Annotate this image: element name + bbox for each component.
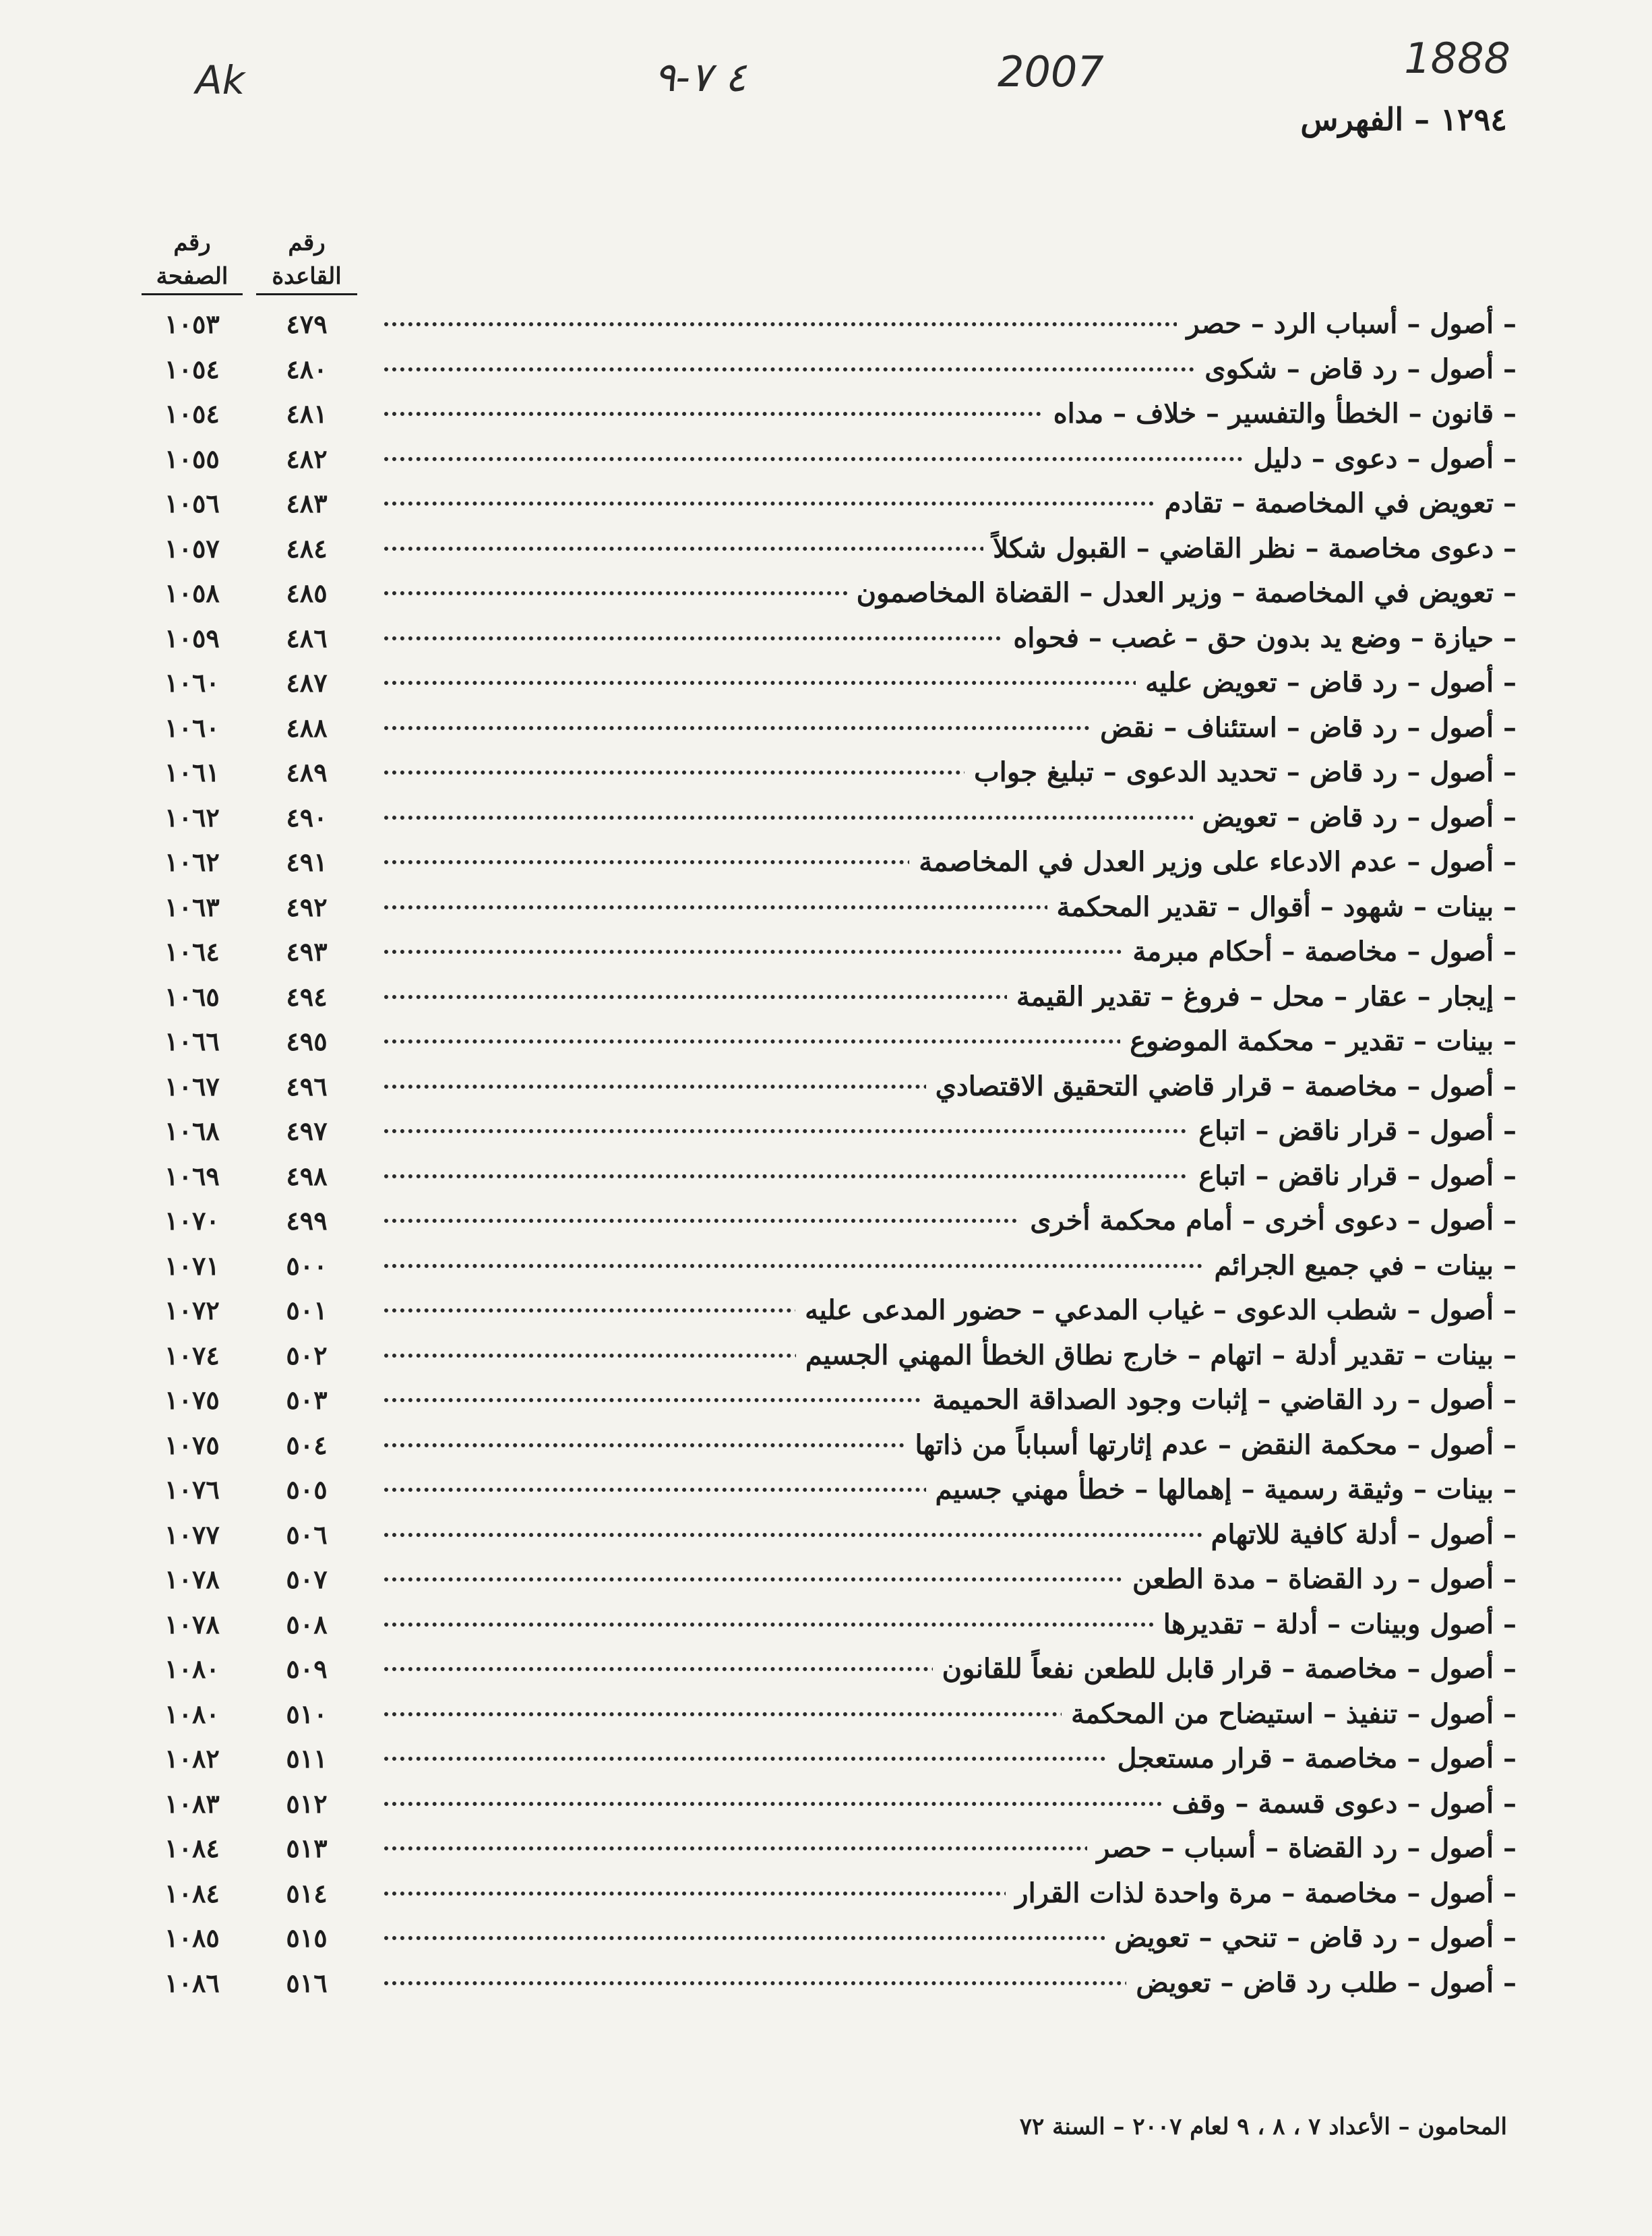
page-number: ١٠٦٩ [164, 1160, 220, 1191]
rule-number: ٤٩٢ [286, 891, 328, 922]
entry-title: – أصول – رد قاض – تعويض عليه [1136, 666, 1517, 700]
rule-number: ٤٩٦ [286, 1070, 328, 1101]
index-row [142, 841, 1517, 886]
index-row [142, 1290, 1517, 1335]
entry-title: – أصول – دعوى – دليل [1244, 442, 1517, 476]
page-number: ١٠٧٥ [164, 1429, 220, 1460]
rule-number: ٤٩٥ [286, 1026, 328, 1056]
rule-number: ٥٠٩ [286, 1654, 328, 1684]
page-number: ١٠٥٤ [164, 398, 220, 429]
rule-header-line1: رقم [288, 229, 326, 256]
entry-title: – أصول – مخاصمة – أحكام مبرمة [1123, 935, 1517, 969]
entry-title: – إيجار – عقار – محل – فروغ – تقدير القيمة [1007, 980, 1517, 1014]
page-number-column-header [142, 226, 243, 295]
page-number: ١٠٦٨ [164, 1116, 220, 1146]
index-row [142, 1873, 1517, 1918]
entry-title: – أصول – دعوى قسمة – وقف [1163, 1787, 1517, 1821]
rule-number: ٥٠٧ [286, 1564, 328, 1594]
page-number: ١٠٨٣ [164, 1788, 220, 1819]
index-row [142, 617, 1517, 663]
entry-title: – أصول – طلب رد قاض – تعويض [1126, 1966, 1517, 2000]
page-number: ١٠٦٢ [164, 847, 220, 877]
index-row [142, 1245, 1517, 1290]
handwritten-note-right: 1888 [1404, 34, 1510, 83]
rule-number: ٥٠٣ [286, 1385, 328, 1415]
index-row [142, 1335, 1517, 1380]
index-row [142, 393, 1517, 438]
entry-title: – بينات – تقدير – محكمة الموضوع [1120, 1025, 1517, 1058]
page-footer: المحامون – الأعداد ٧ ، ٨ ، ٩ لعام ٢٠٠٧ – السنة ٧٢ [1019, 2113, 1507, 2140]
entry-title: – أصول – رد قاض – تنحي – تعويض [1105, 1921, 1517, 1955]
page-number: ١٠٦٤ [164, 936, 220, 967]
rule-number: ٥٠١ [286, 1295, 328, 1325]
page-header: ١٢٩٤ – الفهرس [1300, 101, 1507, 138]
entry-title: – أصول – مخاصمة – قرار قاضي التحقيق الاقتصادي [926, 1070, 1517, 1104]
rule-number: ٥١٥ [286, 1923, 328, 1953]
rule-number: ٤٩٣ [286, 936, 328, 967]
page-number: ١٠٧٥ [164, 1385, 220, 1415]
page-number: ١٠٧٢ [164, 1295, 220, 1325]
entry-title: – تعويض في المخاصمة – تقادم [1155, 487, 1517, 520]
page-number: ١٠٧٨ [164, 1608, 220, 1639]
index-row [142, 1514, 1517, 1559]
index-row [142, 1827, 1517, 1873]
page-number: ١٠٥٩ [164, 622, 220, 653]
rule-number: ٥٠٠ [286, 1250, 328, 1281]
rule-number: ٤٨٥ [286, 578, 328, 608]
entry-title: – أصول – رد قاض – شكوى [1195, 353, 1517, 386]
entry-title: – أصول – رد القضاة – أسباب – حصر [1087, 1832, 1517, 1865]
rule-number: ٤٩٧ [286, 1116, 328, 1146]
entry-title: – بينات – تقدير أدلة – اتهام – خارج نطاق الخطأ المهني الجسيم [796, 1339, 1517, 1372]
page-number: ١٠٧١ [164, 1250, 220, 1281]
index-row [142, 1693, 1517, 1739]
index-row [142, 349, 1517, 394]
rule-number: ٥١١ [286, 1743, 328, 1774]
entry-title: – أصول – رد القاضي – إثبات وجود الصداقة الحميمة [923, 1383, 1517, 1417]
page-number: ١٠٥٥ [164, 443, 220, 474]
rule-number: ٤٨٤ [286, 533, 328, 564]
rule-number: ٥١٠ [286, 1698, 328, 1729]
index-row [142, 1783, 1517, 1828]
index-row [142, 707, 1517, 752]
index-row [142, 1424, 1517, 1470]
entry-title: – أصول – مخاصمة – مرة واحدة لذات القرار [1006, 1877, 1517, 1910]
entry-title: – أصول – قرار ناقض – اتباع [1189, 1159, 1517, 1193]
rule-number: ٥٠٤ [286, 1429, 328, 1460]
page-number: ١٠٥٧ [164, 533, 220, 564]
entry-title: – بينات – في جميع الجرائم [1205, 1249, 1517, 1283]
index-row [142, 976, 1517, 1021]
page-number: ١٠٥٣ [164, 309, 220, 339]
page-number: ١٠٦٢ [164, 802, 220, 833]
handwritten-note-left: Ak [195, 57, 245, 103]
page-number: ١٠٨٠ [164, 1698, 220, 1729]
page-number: ١٠٨٠ [164, 1654, 220, 1684]
page-number: ١٠٨٤ [164, 1833, 220, 1863]
entry-title: – دعوى مخاصمة – نظر القاضي – القبول شكلاً [983, 532, 1517, 566]
page-number: ١٠٦٥ [164, 981, 220, 1012]
entry-title: – أصول – أدلة كافية للاتهام [1202, 1518, 1517, 1552]
rule-number: ٤٨٦ [286, 622, 328, 653]
index-row [142, 1200, 1517, 1245]
index-row [142, 483, 1517, 528]
entry-title: – بينات – وثيقة رسمية – إهمالها – خطأ مهني جسيم [926, 1473, 1517, 1507]
page-number: ١٠٧٦ [164, 1474, 220, 1505]
entry-title: – أصول – قرار ناقض – اتباع [1189, 1114, 1517, 1148]
entry-title: – أصول – دعوى أخرى – أمام محكمة أخرى [1020, 1204, 1517, 1238]
rule-number: ٤٧٩ [286, 309, 328, 339]
entry-title: – أصول – محكمة النقض – عدم إثارتها أسباباً من ذاتها [906, 1428, 1517, 1462]
page-number: ١٠٦٠ [164, 712, 220, 743]
page-number: ١٠٧٤ [164, 1339, 220, 1370]
entry-title: – بينات – شهود – أقوال – تقدير المحكمة [1047, 890, 1517, 924]
entry-title: – أصول – تنفيذ – استيضاح من المحكمة [1062, 1697, 1517, 1731]
entry-title: – أصول – رد قاض – استئناف – نقض [1091, 711, 1517, 745]
index-row [142, 438, 1517, 483]
rule-number: ٥١٦ [286, 1967, 328, 1998]
index-row [142, 1738, 1517, 1783]
index-row [142, 1917, 1517, 1962]
index-row [142, 1559, 1517, 1604]
page-number: ١٠٧٠ [164, 1205, 220, 1236]
entry-title: – أصول – عدم الادعاء على وزير العدل في المخاصمة [909, 845, 1517, 879]
entry-title: – أصول – مخاصمة – قرار قابل للطعن نفعاً للقانون [933, 1652, 1517, 1686]
rule-number: ٤٨٩ [286, 757, 328, 787]
entry-title: – أصول – أسباب الرد – حصر [1177, 307, 1517, 341]
rule-number: ٤٩٠ [286, 802, 328, 833]
index-row [142, 1648, 1517, 1693]
rule-number: ٤٨٠ [286, 353, 328, 384]
entry-title: – تعويض في المخاصمة – وزير العدل – القضاة المخاصمون [847, 576, 1517, 610]
page-number: ١٠٨٢ [164, 1743, 220, 1774]
page-number: ١٠٦٠ [164, 667, 220, 698]
index-row [142, 1110, 1517, 1155]
index-row [142, 572, 1517, 617]
handwritten-note-year: 2007 [998, 47, 1104, 96]
rule-number-column-header [256, 226, 357, 295]
rule-number: ٤٩١ [286, 847, 328, 877]
column-headers [142, 226, 357, 307]
index-row [142, 1155, 1517, 1201]
index-row [142, 1066, 1517, 1111]
entry-title: – أصول – شطب الدعوى – غياب المدعي – حضور المدعى عليه [795, 1294, 1517, 1327]
index-entries [142, 303, 1517, 2007]
index-row [142, 1604, 1517, 1649]
rule-number: ٤٩٤ [286, 981, 328, 1012]
rule-number: ٤٩٨ [286, 1160, 328, 1191]
page-number: ١٠٦٦ [164, 1026, 220, 1056]
page-header-line1: رقم [173, 229, 211, 256]
index-row [142, 752, 1517, 797]
entry-title: – حيازة – وضع يد بدون حق – غصب – فحواه [1004, 622, 1517, 655]
rule-number: ٤٨٧ [286, 667, 328, 698]
rule-number: ٤٨٣ [286, 488, 328, 518]
rule-number: ٤٩٩ [286, 1205, 328, 1236]
page-number: ١٠٦٧ [164, 1070, 220, 1101]
page-number: ١٠٦١ [164, 757, 220, 787]
index-row [142, 528, 1517, 573]
entry-title: – أصول – مخاصمة – قرار مستعجل [1107, 1742, 1517, 1776]
rule-number: ٥٠٦ [286, 1519, 328, 1550]
page-number: ١٠٧٨ [164, 1564, 220, 1594]
rule-header-line2: القاعدة [256, 260, 357, 295]
entry-title: – أصول وبينات – أدلة – تقديرها [1154, 1608, 1517, 1641]
page-number: ١٠٥٦ [164, 488, 220, 518]
index-row [142, 1469, 1517, 1514]
page-number: ١٠٦٣ [164, 891, 220, 922]
page-number: ١٠٨٦ [164, 1967, 220, 1998]
index-row [142, 1379, 1517, 1424]
handwritten-note-date: ٤ ٧-٩ [654, 54, 747, 101]
page-number: ١٠٧٧ [164, 1519, 220, 1550]
rule-number: ٤٨٨ [286, 712, 328, 743]
index-row [142, 886, 1517, 932]
index-row [142, 662, 1517, 707]
rule-number: ٥١٤ [286, 1877, 328, 1908]
entry-title: – أصول – رد قاض – تحديد الدعوى – تبليغ جواب [965, 756, 1517, 789]
index-row [142, 1021, 1517, 1066]
page-header-line2: الصفحة [142, 260, 243, 295]
rule-number: ٥٠٥ [286, 1474, 328, 1505]
page-number: ١٠٥٨ [164, 578, 220, 608]
page-number: ١٠٨٥ [164, 1923, 220, 1953]
page-number: ١٠٥٤ [164, 353, 220, 384]
entry-title: – أصول – رد قاض – تعويض [1193, 801, 1517, 835]
rule-number: ٥١٢ [286, 1788, 328, 1819]
page-number: ١٠٨٤ [164, 1877, 220, 1908]
index-row [142, 797, 1517, 842]
index-row [142, 1962, 1517, 2007]
entry-title: – أصول – رد القضاة – مدة الطعن [1123, 1563, 1517, 1596]
rule-number: ٥١٣ [286, 1833, 328, 1863]
index-row [142, 931, 1517, 976]
rule-number: ٥٠٨ [286, 1608, 328, 1639]
rule-number: ٤٨١ [286, 398, 328, 429]
rule-number: ٤٨٢ [286, 443, 328, 474]
rule-number: ٥٠٢ [286, 1339, 328, 1370]
entry-title: – قانون – الخطأ والتفسير – خلاف – مداه [1044, 397, 1517, 431]
index-row [142, 303, 1517, 349]
